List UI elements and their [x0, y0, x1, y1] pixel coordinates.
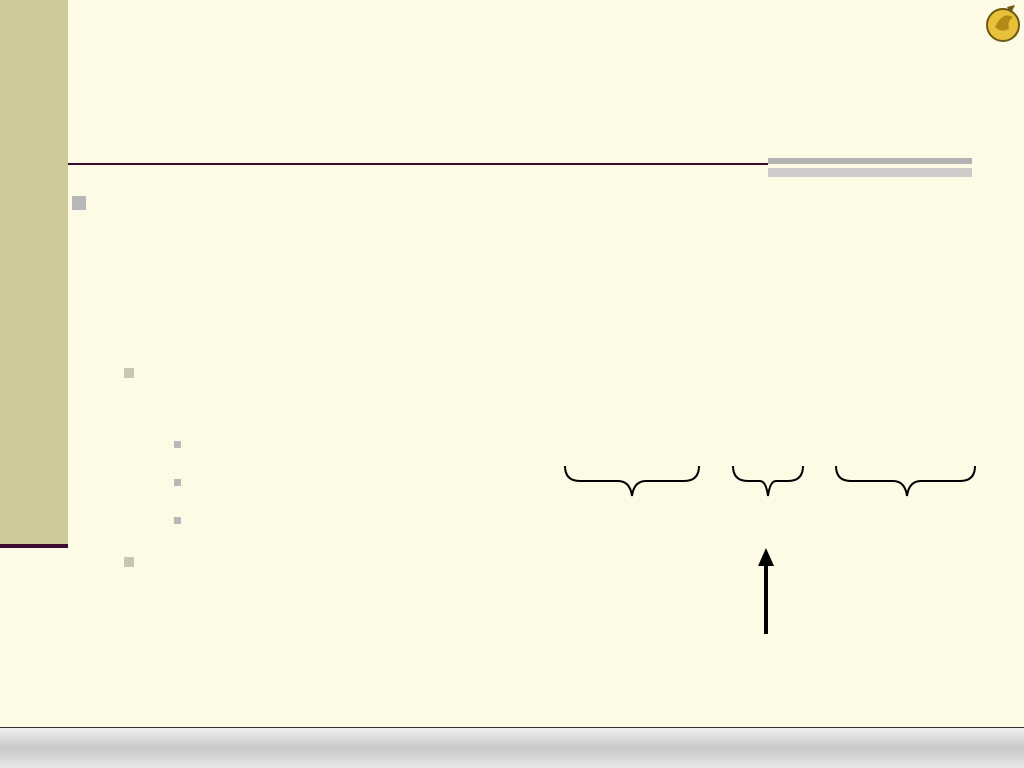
arrow-head-icon	[758, 548, 774, 566]
brace-L	[565, 466, 699, 496]
footer-bar	[0, 728, 1024, 768]
brace-E	[733, 466, 803, 496]
brace-G	[836, 466, 975, 496]
